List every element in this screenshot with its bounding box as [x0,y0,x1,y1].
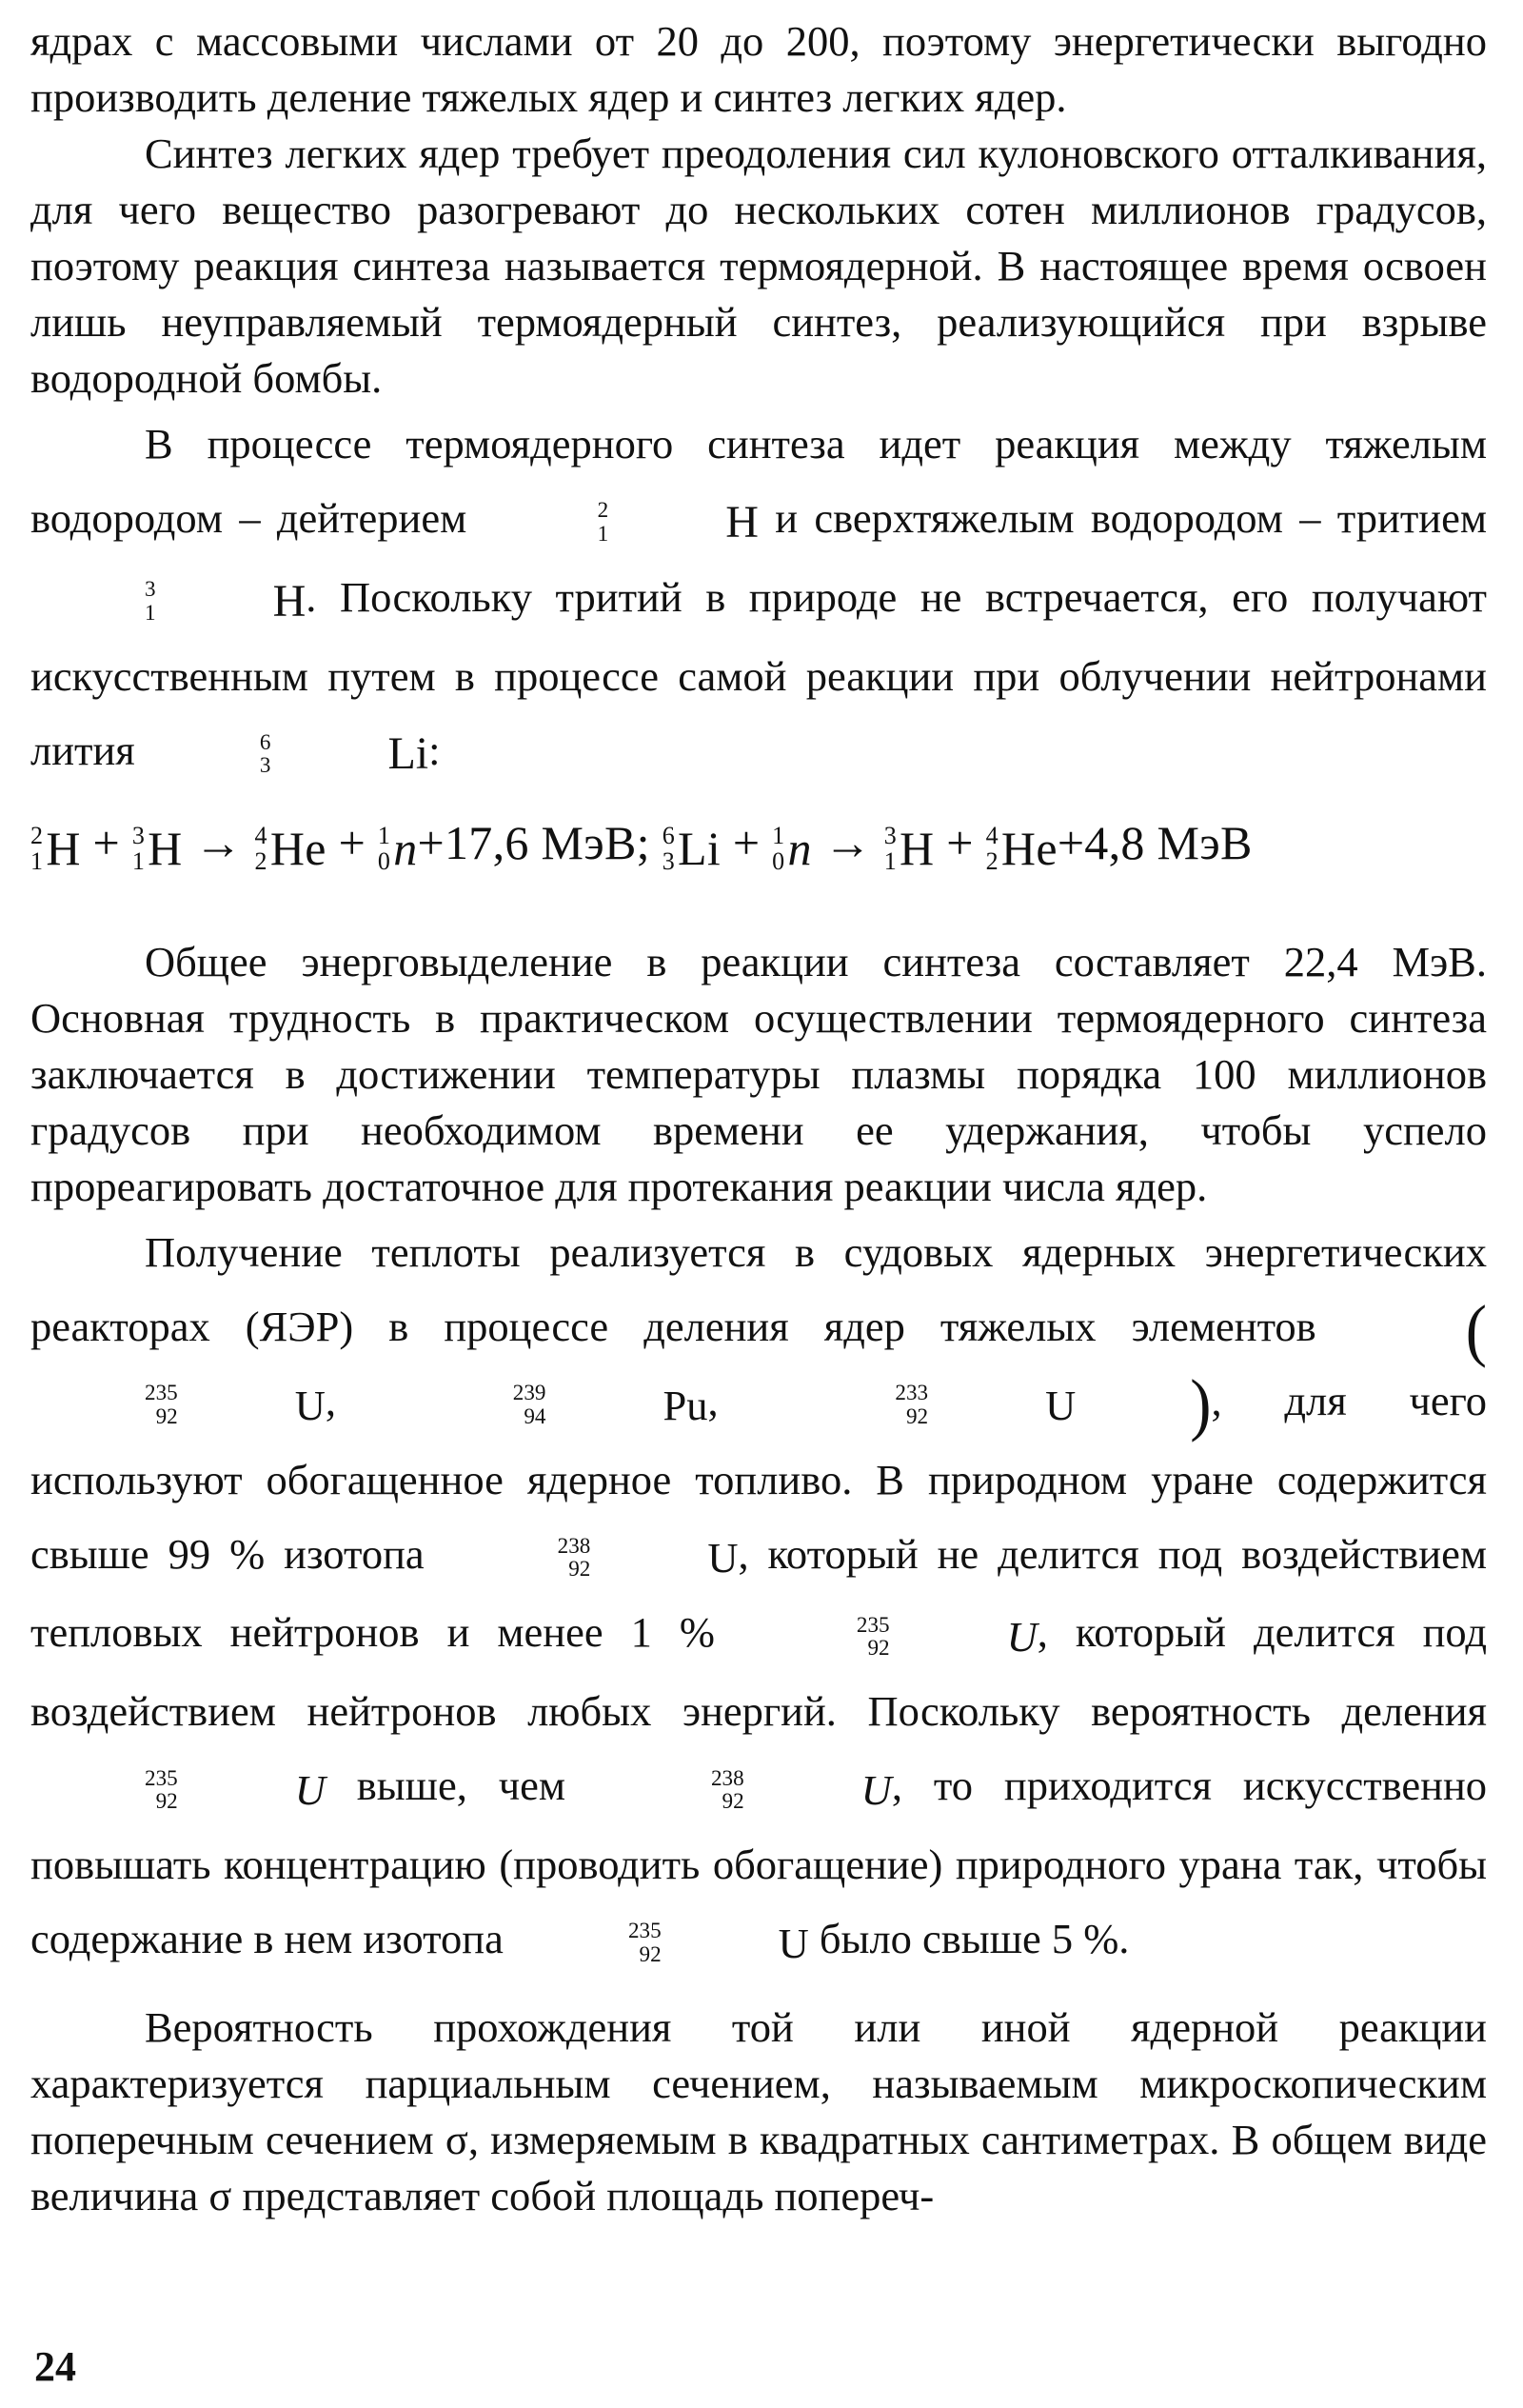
p5-text-a: Получение теплоты реализуется в судовых ядерных энергетических реакторах (ЯЭР) в процессе деления ядер тяжелых элементов [30,1227,1487,1350]
nuclide-u235-b: 235 92 U [856,1612,1038,1662]
eq-tritium-2: 3 1 H [883,821,935,875]
nuclide-u233: 233 92 U [895,1381,1077,1429]
eq-tritium: 3 1 H [131,821,183,875]
nuclide-lithium: 6 3 Li [259,728,429,780]
p3-text-c: . Поскольку тритий в природе не встречается, его получают искусственным путем в процессе самой реакции при облучении нейтронами лития [30,572,1487,774]
eq-neutron-2: 1 0 n [772,821,812,875]
paragraph-5: Получение теплоты реализуется в судовых ядерных энергетических реакторах (ЯЭР) в процессе деления ядер тяжелых элементов ( 235 92 U , 239 94 Pu , 233 92 U ), для чего используют обогащенное ядерное топливо. В природном уране содержится свыше 99 % изотопа 238 92 U , который не делится под воздействием тепловых нейтронов и менее 1 % 235 92 U , который делится под воздействием нейтронов любых энергий. Поскольку вероятность деления 235 92 U выше, чем 238 92 U , то приходится искусственно повышать концентрацию (проводить обогащение) природного урана так, чтобы содержание в нем изотопа 235 92 U было свыше 5 %. [30,1215,1487,1980]
nuclide-u235-d: 235 92 U [627,1919,809,1967]
p5-text-e: выше, чем [356,1761,566,1810]
nuclide-pu239: 239 94 Pu [512,1381,708,1429]
eq-helium-2: 4 2 He [985,821,1058,875]
p5-text-d: , который делится под воздействием нейтронов любых энергий. Поскольку вероятность деления [30,1608,1488,1736]
nuclide-u235-c: 235 92 U [145,1765,326,1814]
eq-lithium: 6 3 Li [662,821,722,875]
nuclide-u235: 235 92 U [145,1381,326,1429]
eq-deuterium: 2 1 H [30,821,81,875]
eq2-energy: +4,8 МэВ [1057,816,1253,870]
eq-neutron: 1 0 n [377,821,418,875]
paragraph-2: Синтез легких ядер требует преодоления сил кулоновского отталкивания, для чего вещество разогревают до нескольких сотен миллионов градусов, поэтому реакция синтеза называется термоядерной. В настоящее время освоен лишь неуправляемый термоядерный синтез, реализующийся при взрыве водородной бомбы. [30,129,1487,402]
eq1-energy: +17,6 МэВ [417,816,637,870]
nuclide-u238: 238 92 U [557,1534,739,1582]
nuclide-tritium: 3 1 H [145,575,307,627]
paragraph-6: Вероятность прохождения той или иной ядерной реакции характеризуется парциальным сечением, называемым микроскопическим поперечным сечением σ, измеряемым в квадратных сантиметрах. В общем виде величина σ представляет собой площадь попереч- [30,2002,1487,2219]
p3-text-d: : [428,726,441,774]
eq-helium: 4 2 He [254,821,326,875]
paragraph-4: Общее энерговыделение в реакции синтеза составляет 22,4 МэВ. Основная трудность в практическом осуществлении термоядерного синтеза заключается в достижении температуры плазмы порядка 100 миллионов градусов при необходимом времени ее удержания, чтобы успело прореагировать достаточное для протекания реакции числа ядер. [30,937,1487,1210]
p5-text-c: , который не делится под воздействием тепловых нейтронов и менее 1 % [30,1529,1488,1657]
p3-text-b: и сверхтяжелым водородом – тритием [775,494,1488,542]
nuclide-deuterium: 2 1 H [597,496,759,547]
paragraph-1: ядрах с массовыми числами от 20 до 200, поэтому энергетически выгодно производить деление тяжелых ядер и синтез легких ядер. [30,17,1487,121]
reaction-equations: 2 1 H + 3 1 H → 4 2 He + 1 0 n +17,6 МэВ; 6 3 Li + 1 0 n → 3 1 H + 4 2 He +4,8 МэВ [30,805,1487,886]
page-number: 24 [34,2343,76,2390]
p3-text-a: В процессе термоядерного синтеза идет реакция между тяжелым водородом – дейтерием [30,420,1487,542]
nuclide-u238-b: 238 92 U [710,1765,892,1814]
page-body [30,13,1487,2224]
p5-text-g: было свыше 5 %. [819,1915,1130,1962]
p5-text-f: , то приходится искусственно повышать концентрацию (проводить обогащение) природного урана так, чтобы содержание в нем изотопа [30,1761,1488,1962]
paragraph-3 [30,407,1487,791]
p5-text-b: , для чего используют обогащенное ядерное топливо. В природном уране содержится свыше 99 % изотопа [30,1376,1488,1578]
